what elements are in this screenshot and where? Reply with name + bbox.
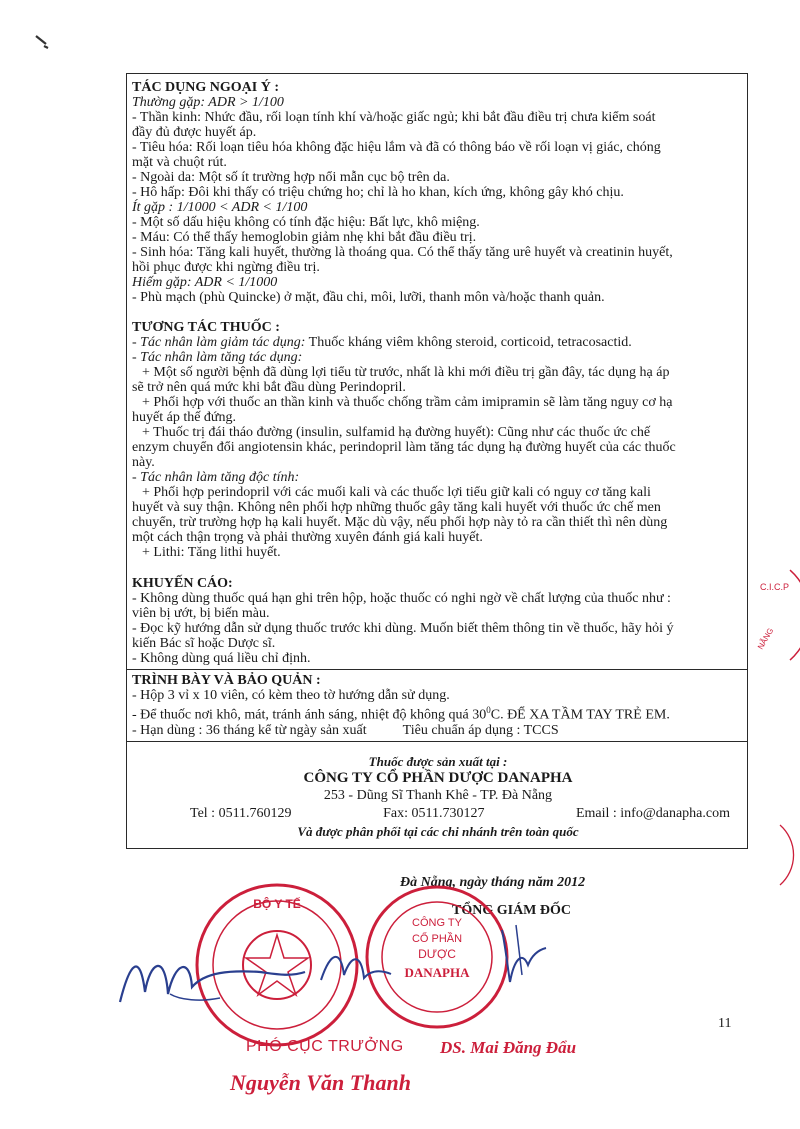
warning-line: - Đọc kỹ hướng dẫn sử dụng thuốc trước khi dùng. Muốn biết thêm thông tin về thuốc, hãy hỏi ý	[132, 621, 674, 636]
shelf-life: - Hạn dùng : 36 tháng kể từ ngày sản xuất	[132, 722, 367, 738]
packaging-temp-tail: C. ĐỂ XA TẦM TAY TRẺ EM.	[490, 707, 670, 723]
adr-line: - Ngoài da: Một số ít trường hợp nổi mẫn cục bộ trên da.	[132, 170, 450, 185]
adr-line: - Một số dấu hiệu không có tính đặc hiệu: Bất lực, khô miệng.	[132, 215, 480, 230]
section-divider	[126, 669, 748, 670]
warnings-section	[132, 576, 744, 666]
interactions-section	[132, 320, 744, 560]
adr-line: - Tiêu hóa: Rối loạn tiêu hóa không đặc hiệu lắm và đã có thông báo về rối loạn vị giác, chóng	[132, 140, 661, 155]
adr-line: - Phù mạch (phù Quincke) ở mặt, đầu chi, môi, lưỡi, thanh môn và/hoặc thanh quản.	[132, 290, 605, 305]
standard: Tiêu chuẩn áp dụng : TCCS	[402, 722, 559, 738]
increase-label: - Tác nhân làm tăng tác dụng:	[132, 350, 303, 365]
svg-text:C.I.C.P: C.I.C.P	[760, 582, 790, 592]
packaging-section	[132, 673, 744, 738]
adr-line: - Máu: Có thể thấy hemoglobin giảm nhẹ khi bắt đầu điều trị.	[132, 230, 477, 245]
email: Email : info@danapha.com	[575, 806, 730, 821]
adr-line: mặt và chuột rút.	[132, 155, 227, 170]
adr-line: hồi phục được khi ngừng điều trị.	[132, 260, 320, 275]
company-stamp-top: CÔNG TY	[412, 917, 462, 929]
deputy-name: Nguyễn Văn Thanh	[230, 1070, 411, 1095]
edge-stamp-fragment-2	[750, 820, 800, 890]
toxicity-line: huyết và suy thận. Không nên phối hợp những thuốc gây tăng kali huyết với thuốc ức chế men	[132, 500, 661, 515]
edge-stamp-fragment	[740, 560, 800, 670]
adr-uncommon-label: Ít gặp : 1/1000 < ADR < 1/100	[132, 200, 308, 215]
pharmacist-name: DS. Mai Đăng Đẩu	[440, 1038, 577, 1057]
adr-heading: TÁC DỤNG NGOẠI Ý :	[132, 80, 279, 95]
interaction-line: + Một số người bệnh đã dùng lợi tiểu từ trước, nhất là khi mới điều trị gần đây, tác dụng hạ áp	[142, 365, 670, 380]
section-divider	[126, 741, 748, 742]
scan-mark	[34, 32, 54, 52]
adr-common-label: Thường gặp: ADR > 1/100	[132, 95, 284, 110]
packaging-temp-text: - Để thuốc nơi khô, mát, tránh ánh sáng, nhiệt độ không quá 30	[132, 707, 487, 723]
company-stamp-mid1: CỔ PHẦN	[411, 933, 463, 945]
svg-text:NẴNG: NẴNG	[755, 626, 776, 651]
fax: Fax: 0511.730127	[383, 806, 485, 821]
interaction-decrease	[132, 335, 744, 350]
middle-signature	[316, 940, 396, 1000]
company-stamp-name: DANAPHA	[404, 965, 470, 980]
manufacturer-footer	[132, 754, 744, 841]
signature-date: Đà Nẵng, ngày tháng năm 2012	[400, 875, 586, 890]
toxicity-line: một cách thận trọng và phải thường xuyên đánh giá kali huyết.	[132, 530, 483, 545]
adr-rare-label: Hiếm gặp: ADR < 1/1000	[132, 275, 278, 290]
toxicity-line: + Phối hợp perindopril với các muối kali và các thuốc lợi tiểu giữ kali có nguy cơ tăng kali	[142, 485, 651, 500]
warning-line: - Không dùng thuốc quá hạn ghi trên hộp, hoặc thuốc có nghi ngờ về chất lượng của thuốc như :	[132, 591, 671, 606]
packaging-heading: TRÌNH BÀY VÀ BẢO QUẢN :	[132, 673, 321, 688]
adr-line: đầy đủ được huyết áp.	[132, 125, 257, 140]
made-by: Thuốc được sản xuất tại :	[368, 754, 508, 769]
distribution: Và được phân phối tại các chi nhánh trên toàn quốc	[297, 824, 579, 839]
left-signature	[110, 932, 310, 1022]
page-number: 11	[718, 1016, 732, 1031]
company-address: 253 - Dũng Sĩ Thanh Khê - TP. Đà Nẵng	[323, 788, 553, 803]
adr-line: - Sinh hóa: Tăng kali huyết, thường là thoáng qua. Có thể thấy tăng urê huyết và creatinin huyết,	[132, 245, 673, 260]
interactions-heading: TƯƠNG TÁC THUỐC :	[132, 320, 280, 335]
warning-line: kiến Bác sĩ hoặc Dược sĩ.	[132, 636, 276, 651]
contact-row	[132, 805, 744, 823]
interaction-line: + Thuốc trị đái tháo đường (insulin, sulfamid hạ đường huyết): Cũng như các thuốc ức chế	[142, 425, 651, 440]
company-name: CÔNG TY CỔ PHẦN DƯỢC DANAPHA	[303, 770, 573, 786]
ministry-stamp-text: BỘ Y TẾ	[253, 897, 301, 911]
packaging-temp-line	[132, 703, 744, 723]
packaging-shelf-line	[132, 723, 744, 738]
decrease-label: - Tác nhân làm giảm tác dụng:	[132, 335, 306, 350]
degree-sup: 0	[486, 705, 491, 715]
warning-line: - Không dùng quá liều chỉ định.	[132, 651, 311, 666]
deputy-title: PHÓ CỤC TRƯỞNG	[246, 1038, 404, 1055]
interaction-line: sẽ trở nên quá mức khi bắt đầu dùng Perindopril.	[132, 380, 406, 395]
director-title: TỔNG GIÁM ĐỐC	[452, 903, 571, 918]
packaging-line: - Hộp 3 vỉ x 10 viên, có kèm theo tờ hướng dẫn sử dụng.	[132, 688, 450, 703]
tel: Tel : 0511.760129	[190, 806, 292, 821]
warning-line: viên bị ướt, bị biến màu.	[132, 606, 270, 621]
interaction-line: này.	[132, 455, 155, 470]
interaction-line: enzym chuyển đổi angiotensin khác, perindopril làm tăng tác dụng hạ đường huyết của các thuốc	[132, 440, 676, 455]
adr-line: - Thần kinh: Nhức đầu, rối loạn tính khí và/hoặc giấc ngủ; khi bắt đầu điều trị chưa kiểm soát	[132, 110, 656, 125]
toxicity-line: + Lithi: Tăng lithi huyết.	[142, 545, 281, 560]
interaction-line: + Phối hợp với thuốc an thần kinh và thuốc chống trầm cảm imipramin sẽ làm tăng nguy cơ hạ	[142, 395, 673, 410]
right-signature	[494, 920, 554, 990]
adr-line: - Hô hấp: Đôi khi thấy có triệu chứng ho; chỉ là ho khan, kích ứng, không gây khó chịu.	[132, 185, 624, 200]
toxicity-line: chuyển, trừ trường hợp hạ kali huyết. Mặc dù vậy, nếu phối hợp này tỏ ra cần thiết thì nên dùng	[132, 515, 668, 530]
company-stamp-mid2: DƯỢC	[418, 947, 456, 961]
interaction-line: huyết áp thế đứng.	[132, 410, 237, 425]
decrease-text: Thuốc kháng viêm không steroid, corticoid, tetracosactid.	[305, 335, 632, 350]
warnings-heading: KHUYẾN CÁO:	[132, 576, 233, 591]
adr-section	[132, 80, 744, 305]
toxicity-label: - Tác nhân làm tăng độc tính:	[132, 470, 300, 485]
